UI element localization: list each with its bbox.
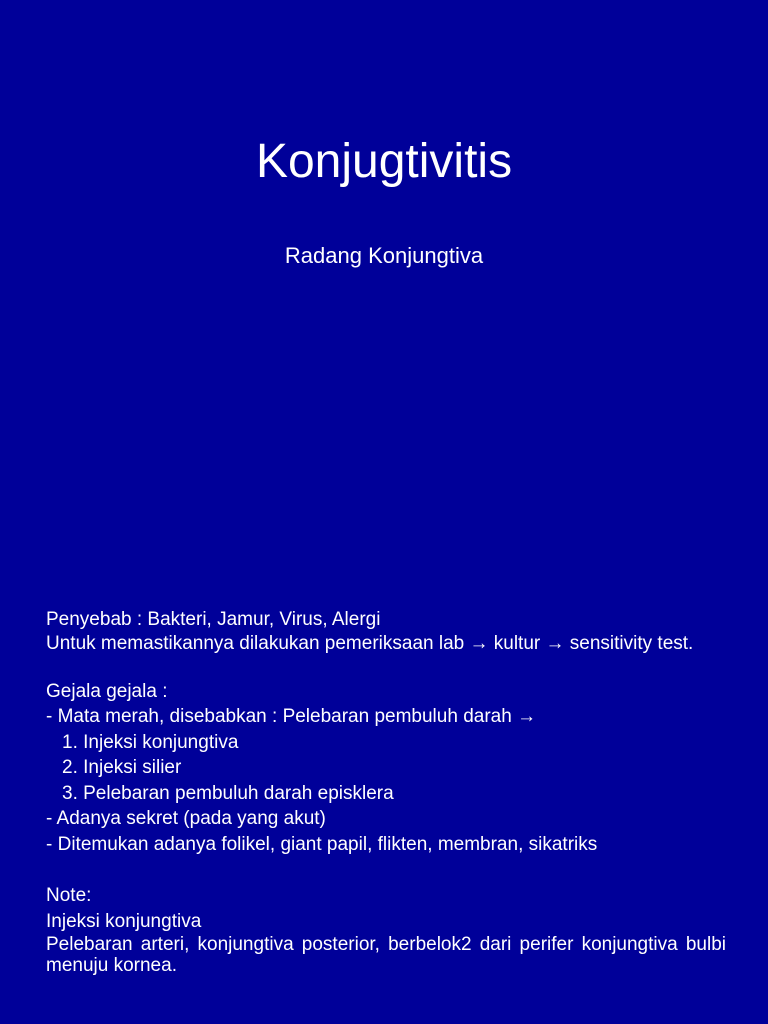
injection-item-2: 2. Injeksi silier	[62, 757, 182, 778]
cause-text: Penyebab : Bakteri, Jamur, Virus, Alergi	[46, 609, 381, 630]
note-heading: Note:	[46, 885, 92, 906]
slide-subtitle: Radang Konjungtiva	[284, 243, 484, 268]
note-item: Injeksi konjungtiva	[46, 910, 202, 932]
symptoms-heading: Gejala gejala :	[46, 680, 168, 702]
confirm-text: Untuk memastikannya dilakukan pemeriksaan lab → kultur → sensitivity test.	[46, 632, 694, 654]
symptom-secretion: - Adanya sekret (pada yang akut)	[46, 808, 326, 829]
spacer	[46, 857, 726, 883]
note-text: Pelebaran arteri, konjungtiva posterior, berbelok2 dari perifer konjungtiva bulbi menuju kornea.	[46, 934, 726, 976]
symptom-findings: - Ditemukan adanya folikel, giant papil, flikten, membran, sikatriks	[46, 833, 598, 855]
injection-item-3: 3. Pelebaran pembuluh darah episklera	[62, 782, 394, 804]
slide-title: Konjugtivitis	[255, 135, 513, 188]
symptom-red-eye: - Mata merah, disebabkan : Pelebaran pembuluh darah →	[46, 706, 537, 727]
slide-body	[46, 607, 726, 976]
injection-item-1: 1. Injeksi konjungtiva	[62, 731, 239, 753]
spacer	[46, 654, 726, 679]
